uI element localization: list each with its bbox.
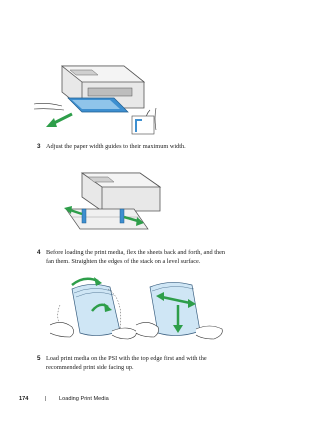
- footer-separator: |: [45, 396, 47, 402]
- width-guides-illustration: [62, 165, 172, 243]
- step-4-line-2: fan them. Straighten the edges of the stack on a level surface.: [46, 257, 201, 265]
- step-3-text: Adjust the paper width guides to their maximum width.: [46, 143, 186, 150]
- page-number: 174: [19, 396, 29, 402]
- step-5-line-1: Load print media on the PSI with the top edge first and with the: [46, 355, 207, 362]
- step-3-number: 3: [37, 143, 41, 150]
- printer-tray-illustration: [32, 58, 160, 136]
- step-4-text: [46, 249, 225, 266]
- step-4-line-1: Before loading the print media, flex the sheets back and forth, and then: [46, 249, 226, 256]
- step-5-number: 5: [37, 355, 41, 362]
- step-5-text: [46, 355, 207, 372]
- step-5-line-2: recommended print side facing up.: [46, 363, 134, 371]
- section-title: Loading Print Media: [59, 396, 109, 402]
- flex-paper-illustration: [50, 275, 226, 349]
- step-4-number: 4: [37, 249, 41, 256]
